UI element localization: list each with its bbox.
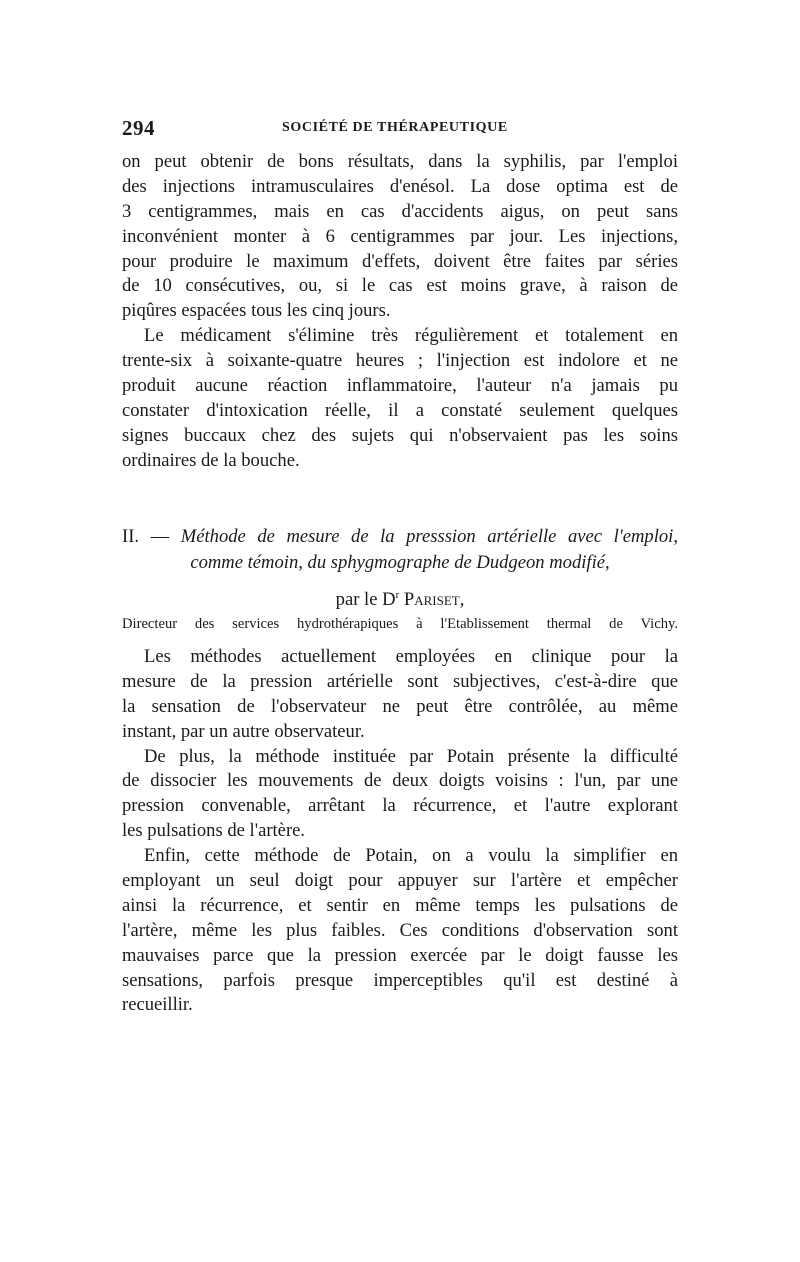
text-line: instant, par un autre observateur.	[122, 720, 365, 742]
text-line: pour produire le maximum d'effets, doivent être faites par séries	[122, 250, 678, 272]
section-title-line	[122, 524, 678, 550]
text-line: De plus, la méthode instituée par Potain présente la difficulté	[144, 745, 678, 767]
text-line: ordinaires de la bouche.	[122, 449, 300, 471]
text-line: Le médicament s'élimine très régulièrement et totalement en	[144, 325, 678, 347]
paragraph-potain	[122, 745, 678, 845]
text-line: Enfin, cette méthode de Potain, on a voulu la simplifier en	[144, 845, 678, 867]
author-name: Pariset,	[403, 589, 465, 610]
section-number: II. —	[122, 526, 170, 547]
text-line: recueillir.	[122, 994, 193, 1016]
text-line: mesure de la pression artérielle sont subjectives, c'est-à-dire que	[122, 670, 678, 692]
text-line: de 10 consécutives, ou, si le cas est moins grave, à raison de	[122, 275, 678, 297]
text-line: ainsi la récurrence, et sentir en même temps les pulsations de	[122, 894, 678, 916]
section-heading	[122, 524, 678, 636]
text-line: employant un seul doigt pour appuyer sur l'artère et empêcher	[122, 870, 678, 892]
author-line	[122, 588, 678, 612]
paragraph-continuation	[122, 150, 678, 324]
author-affiliation: Directeur des services hydrothérapiques à l'Etablissement thermal de Vichy.	[122, 616, 678, 632]
text-line: pression convenable, arrêtant la récurrence, et l'autre explorant	[122, 795, 678, 817]
text-line: Les méthodes actuellement employées en clinique pour la	[144, 646, 678, 667]
text-line: 3 centigrammes, mais en cas d'accidents aigus, on peut sans	[122, 200, 678, 222]
text-block-methodes	[122, 645, 678, 1018]
page-header	[122, 116, 682, 142]
section-title-line: comme témoin, du sphygmographe de Dudgeon modifié,	[190, 552, 610, 573]
text-line: trente-six à soixante-quatre heures ; l'injection est indolore et ne	[122, 350, 678, 372]
text-block-enesol	[122, 150, 678, 474]
paragraph-elimination	[122, 324, 678, 473]
paragraph-methodes	[122, 645, 678, 745]
running-head: SOCIÉTÉ DE THÉRAPEUTIQUE	[282, 120, 508, 135]
section-title-text: Méthode de mesure de la presssion artérielle avec l'emploi,	[180, 526, 678, 547]
text-line: constater d'intoxication réelle, il a constaté seulement quelques	[122, 399, 678, 421]
paragraph-enfin	[122, 844, 678, 1018]
text-line: mauvaises parce que la pression exercée par le doigt fausse les	[122, 944, 678, 966]
page-number: 294	[122, 116, 155, 140]
text-line: produit aucune réaction inflammatoire, l'auteur n'a jamais pu	[122, 375, 678, 397]
text-line: sensations, parfois presque imperceptibles qu'il est destiné à	[122, 969, 678, 991]
text-line: l'artère, même les plus faibles. Ces conditions d'observation sont	[122, 919, 678, 941]
text-line: la sensation de l'observateur ne peut être contrôlée, au même	[122, 695, 678, 717]
author-prefix: par le D	[335, 589, 396, 610]
text-line: piqûres espacées tous les cinq jours.	[122, 300, 391, 322]
text-line: on peut obtenir de bons résultats, dans la syphilis, par l'emploi	[122, 151, 678, 172]
text-line: inconvénient monter à 6 centigrammes par jour. Les injections,	[122, 225, 678, 247]
text-line: les pulsations de l'artère.	[122, 820, 306, 842]
text-line: des injections intramusculaires d'enésol. La dose optima est de	[122, 175, 678, 197]
text-line: signes buccaux chez des sujets qui n'observaient pas les soins	[122, 424, 678, 446]
author-title-sup: r	[395, 589, 400, 601]
text-line: de dissocier les mouvements de deux doigts voisins : l'un, par une	[122, 770, 678, 792]
